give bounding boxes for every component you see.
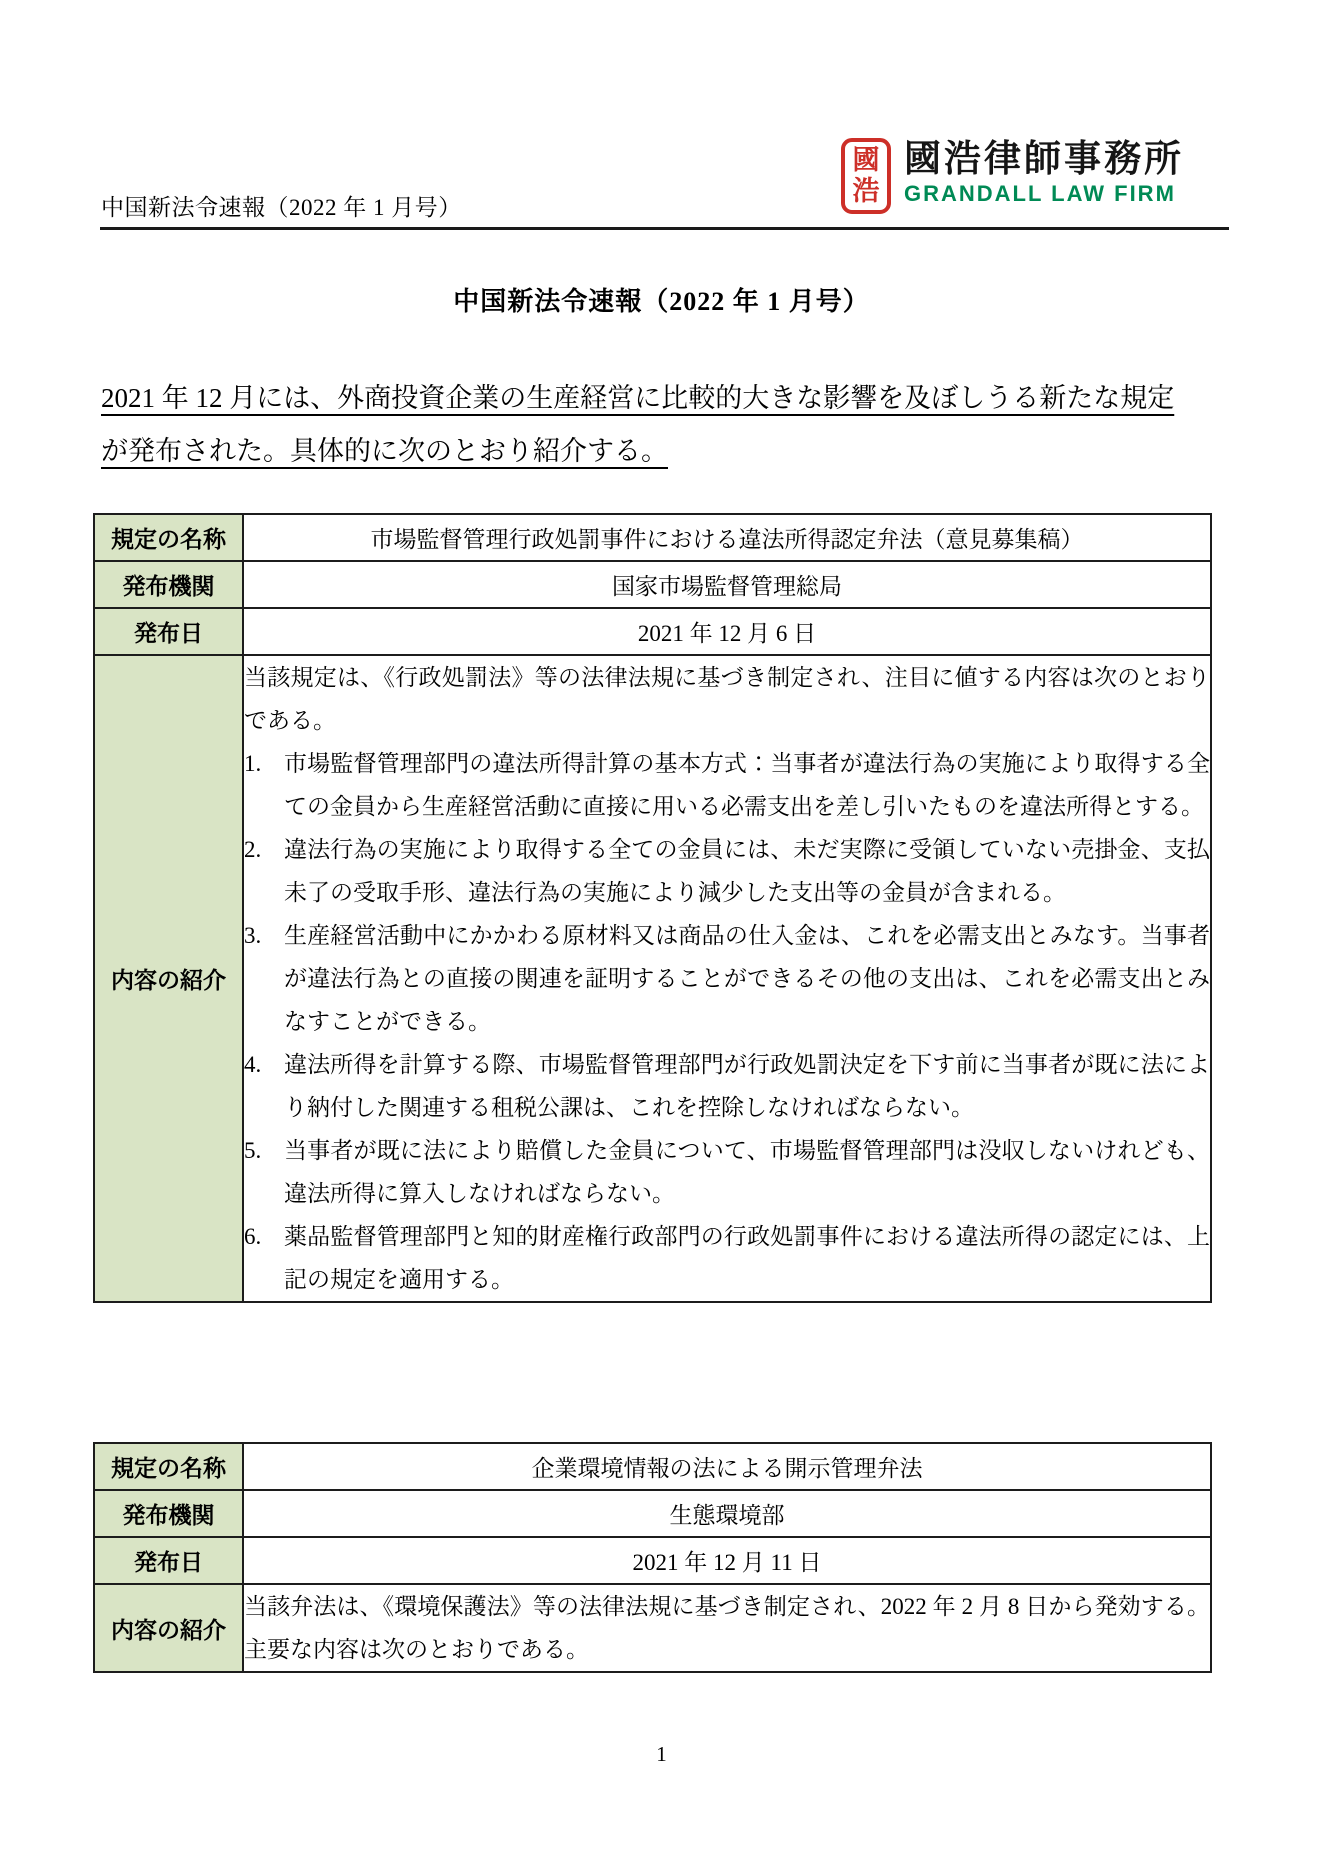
seal-char-bottom: 浩 (852, 176, 880, 206)
row-label-content: 内容の紹介 (94, 1584, 243, 1672)
item-number: 2. (244, 837, 262, 862)
list-item (244, 1215, 1210, 1301)
row-label-agency: 発布機関 (94, 1490, 243, 1537)
item-text: 薬品監督管理部門と知的財産権行政部門の行政処罰事件における違法所得の認定には、上記の規定を適用する。 (284, 1224, 1210, 1292)
table-row (94, 1490, 1211, 1537)
table-row (94, 608, 1211, 655)
issuing-agency: 国家市場監督管理総局 (243, 561, 1211, 608)
seal-char-top: 國 (852, 145, 880, 175)
item-number: 1. (244, 751, 262, 776)
item-text: 生産経営活動中にかかわる原材料又は商品の仕入金は、これを必需支出とみなす。当事者が違法行為との直接の関連を証明することができるその他の支出は、これを必需支出とみなすことができる。 (284, 923, 1210, 1034)
row-label-date: 発布日 (94, 608, 243, 655)
table-row (94, 1443, 1211, 1490)
table-row (94, 514, 1211, 561)
header-rule (100, 227, 1229, 230)
item-number: 4. (244, 1052, 262, 1077)
row-label-agency: 発布機関 (94, 561, 243, 608)
content-description (243, 655, 1211, 1302)
content-intro-text: 当該弁法は、《環境保護法》等の法律法規に基づき制定され、2022 年 2 月 8 日から発効する。主要な内容は次のとおりである。 (244, 1594, 1210, 1662)
logo-text-block (904, 138, 1184, 206)
table-row (94, 655, 1211, 1302)
list-item (244, 742, 1210, 828)
item-text: 当事者が既に法により賠償した金員について、市場監督管理部門は没収しないけれども、違法所得に算入しなければならない。 (284, 1138, 1210, 1206)
firm-name-cjk: 國浩律師事務所 (904, 138, 1184, 179)
row-label-content: 内容の紹介 (94, 655, 243, 1302)
grandall-logo (841, 138, 1184, 214)
header-running-title: 中国新法令速報（2022 年 1 月号） (101, 195, 462, 220)
grandall-seal-icon (841, 138, 891, 214)
list-item (244, 1129, 1210, 1215)
intro-line: 2021 年 12 月には、外商投資企業の生産経営に比較的大きな影響を及ぼしうる新たな規定 (101, 383, 1175, 413)
list-item (244, 1043, 1210, 1129)
issuing-agency: 生態環境部 (243, 1490, 1211, 1537)
item-text: 市場監督管理部門の違法所得計算の基本方式：当事者が違法行為の実施により取得する全ての金員から生産経営活動に直接に用いる必需支出を差し引いたものを違法所得とする。 (284, 751, 1210, 819)
table-row (94, 1584, 1211, 1672)
regulation-name: 市場監督管理行政処罰事件における違法所得認定弁法（意見募集稿） (243, 514, 1211, 561)
item-text: 違法行為の実施により取得する全ての金員には、未だ実際に受領していない売掛金、支払未了の受取手形、違法行為の実施により減少した支出等の金員が含まれる。 (284, 837, 1211, 905)
firm-name-en: GRANDALL LAW FIRM (904, 181, 1176, 206)
item-number: 6. (244, 1224, 262, 1249)
list-item (244, 828, 1210, 914)
item-number: 5. (244, 1138, 262, 1163)
intro-paragraph (101, 372, 1230, 478)
item-number: 3. (244, 923, 262, 948)
item-text: 違法所得を計算する際、市場監督管理部門が行政処罰決定を下す前に当事者が既に法により納付した関連する租税公課は、これを控除しなければならない。 (284, 1052, 1210, 1120)
row-label-name: 規定の名称 (94, 1443, 243, 1490)
list-item (244, 914, 1210, 1043)
page-number: 1 (656, 1742, 667, 1766)
issue-date: 2021 年 12 月 6 日 (243, 608, 1211, 655)
intro-line: が発布された。具体的に次のとおり紹介する。 (101, 436, 668, 466)
page-title: 中国新法令速報（2022 年 1 月号） (453, 287, 870, 316)
row-label-name: 規定の名称 (94, 514, 243, 561)
content-intro-text: 当該規定は、《行政処罰法》等の法律法規に基づき制定され、注目に値する内容は次のとおりである。 (244, 665, 1210, 733)
table-row (94, 561, 1211, 608)
content-description (243, 1584, 1211, 1672)
regulation-name: 企業環境情報の法による開示管理弁法 (243, 1443, 1211, 1490)
regulation-table-2 (93, 1442, 1212, 1673)
issue-date: 2021 年 12 月 11 日 (243, 1537, 1211, 1584)
regulation-table-1 (93, 513, 1212, 1303)
row-label-date: 発布日 (94, 1537, 243, 1584)
table-row (94, 1537, 1211, 1584)
